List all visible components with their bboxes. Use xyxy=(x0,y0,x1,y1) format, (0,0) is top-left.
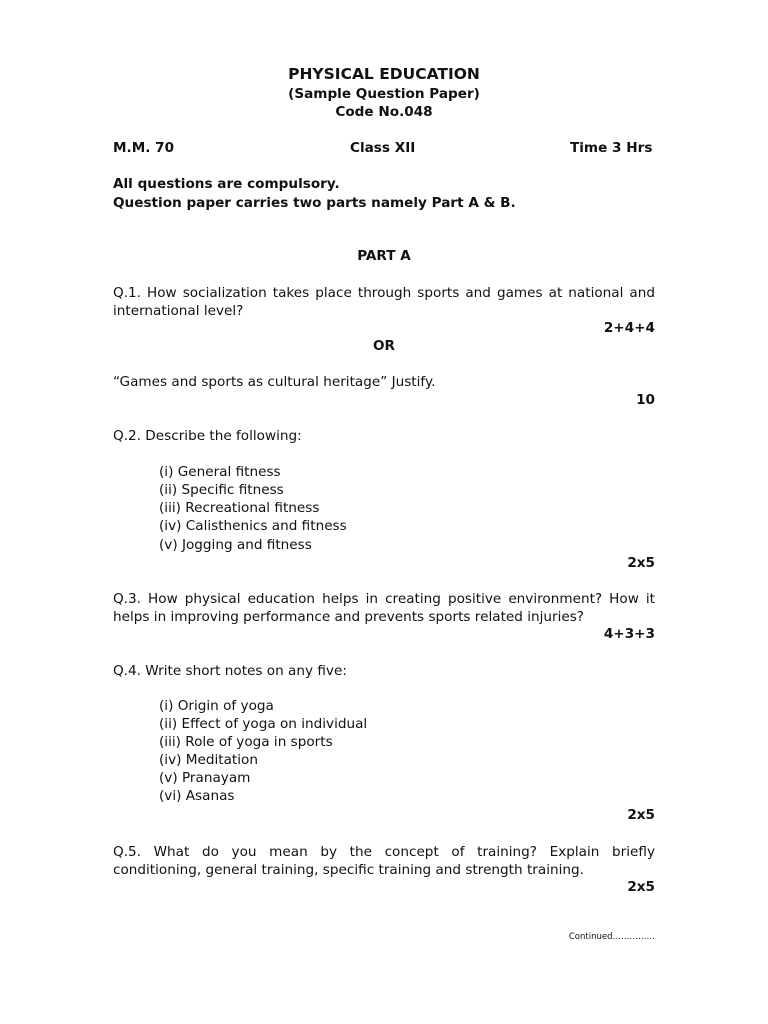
question-1-marks: 2+4+4 xyxy=(603,320,655,336)
question-2-text: Q.2. Describe the following: xyxy=(113,428,302,444)
question-4-item: (vi) Asanas xyxy=(159,788,235,804)
paper-title: PHYSICAL EDUCATION xyxy=(288,65,480,83)
question-3-marks: 4+3+3 xyxy=(603,626,655,642)
question-2-item: (ii) Specific fitness xyxy=(159,482,284,498)
instruction-line: Question paper carries two parts namely Part A & B. xyxy=(113,195,516,211)
question-2-item: (iii) Recreational fitness xyxy=(159,500,320,516)
paper-code: Code No.048 xyxy=(335,104,433,120)
question-5-text: Q.5. What do you mean by the concept of training? Explain briefly conditioning, general training, specific training and strength training. xyxy=(113,844,655,878)
time-label: Time 3 Hrs xyxy=(570,140,653,156)
question-3-text: Q.3. How physical education helps in creating positive environment? How it helps in improving performance and prevents sports related injuries? xyxy=(113,591,655,625)
question-1-alt-marks: 10 xyxy=(636,392,655,408)
question-5-marks: 2x5 xyxy=(627,879,655,895)
part-heading: PART A xyxy=(357,248,411,264)
paper-subtitle: (Sample Question Paper) xyxy=(288,86,480,102)
question-2-item: (v) Jogging and fitness xyxy=(159,537,312,553)
instruction-line: All questions are compulsory. xyxy=(113,176,340,192)
max-marks: M.M. 70 xyxy=(113,140,175,156)
question-2-item: (i) General fitness xyxy=(159,464,281,480)
question-4-item: (iii) Role of yoga in sports xyxy=(159,734,333,750)
question-4-marks: 2x5 xyxy=(627,807,655,823)
question-4-text: Q.4. Write short notes on any five: xyxy=(113,663,347,679)
question-1-text: Q.1. How socialization takes place through sports and games at national and international level? xyxy=(113,285,655,319)
question-4-item: (ii) Effect of yoga on individual xyxy=(159,716,368,732)
question-2-marks: 2x5 xyxy=(627,555,655,571)
question-2-item: (iv) Calisthenics and fitness xyxy=(159,518,347,534)
question-1-alt-text: “Games and sports as cultural heritage” Justify. xyxy=(113,374,436,390)
question-4-item: (iv) Meditation xyxy=(159,752,258,768)
continued-note: Continued…………… xyxy=(568,932,655,942)
or-separator: OR xyxy=(372,338,396,354)
question-4-item: (i) Origin of yoga xyxy=(159,698,274,714)
question-4-item: (v) Pranayam xyxy=(159,770,251,786)
class-label: Class XII xyxy=(350,140,416,156)
